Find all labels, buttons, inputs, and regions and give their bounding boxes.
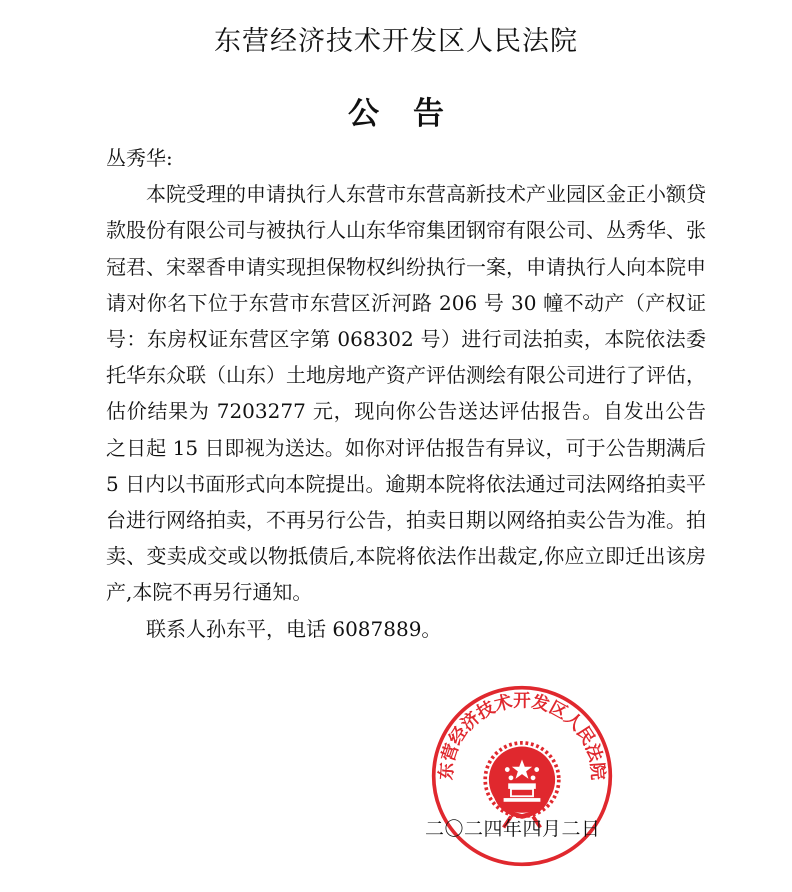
seal-text: 东营经济技术开发区人民法院 — [436, 691, 608, 781]
contact-line: 联系人孙东平，电话 6087889。 — [146, 616, 442, 641]
document-title: 公告 — [348, 96, 478, 132]
notice-body — [106, 140, 706, 647]
court-name: 东营经济技术开发区人民法院 — [214, 26, 578, 57]
addressee: 丛秀华: — [106, 146, 173, 170]
notice-paragraph: 本院受理的申请执行人东营市东营高新技术产业园区金正小额贷款股份有限公司与被执行人山东华帘集团钢帘有限公司、丛秀华、张冠君、宋翠香申请实现担保物权纠纷执行一案，申请执行人向本院申请对你名下位于东营市东营区沂河路 206 号 30 幢不动产（产权证号：东房权证东营区字第 068302 号）进行司法拍卖，本院依法委托华东众联（山东）土地房地产资产评估测绘有限公司进行了评估，估价结果为 7203277 元，现向你公告送达评估报告。自发出公告之日起 15 日即视为送达。如你对评估报告有异议，可于公告期满后 5 日内以书面形式向本院提出。逾期本院将依法通过司法网络拍卖平台进行网络拍卖，不再另行公告，拍卖日期以网络拍卖公告为准。拍卖、变卖成交或以物抵债后,本院将依法作出裁定,你应立即迁出该房产,本院不再另行通知。 — [106, 182, 706, 605]
notice-date: 二〇二四年四月二日 — [425, 818, 601, 840]
